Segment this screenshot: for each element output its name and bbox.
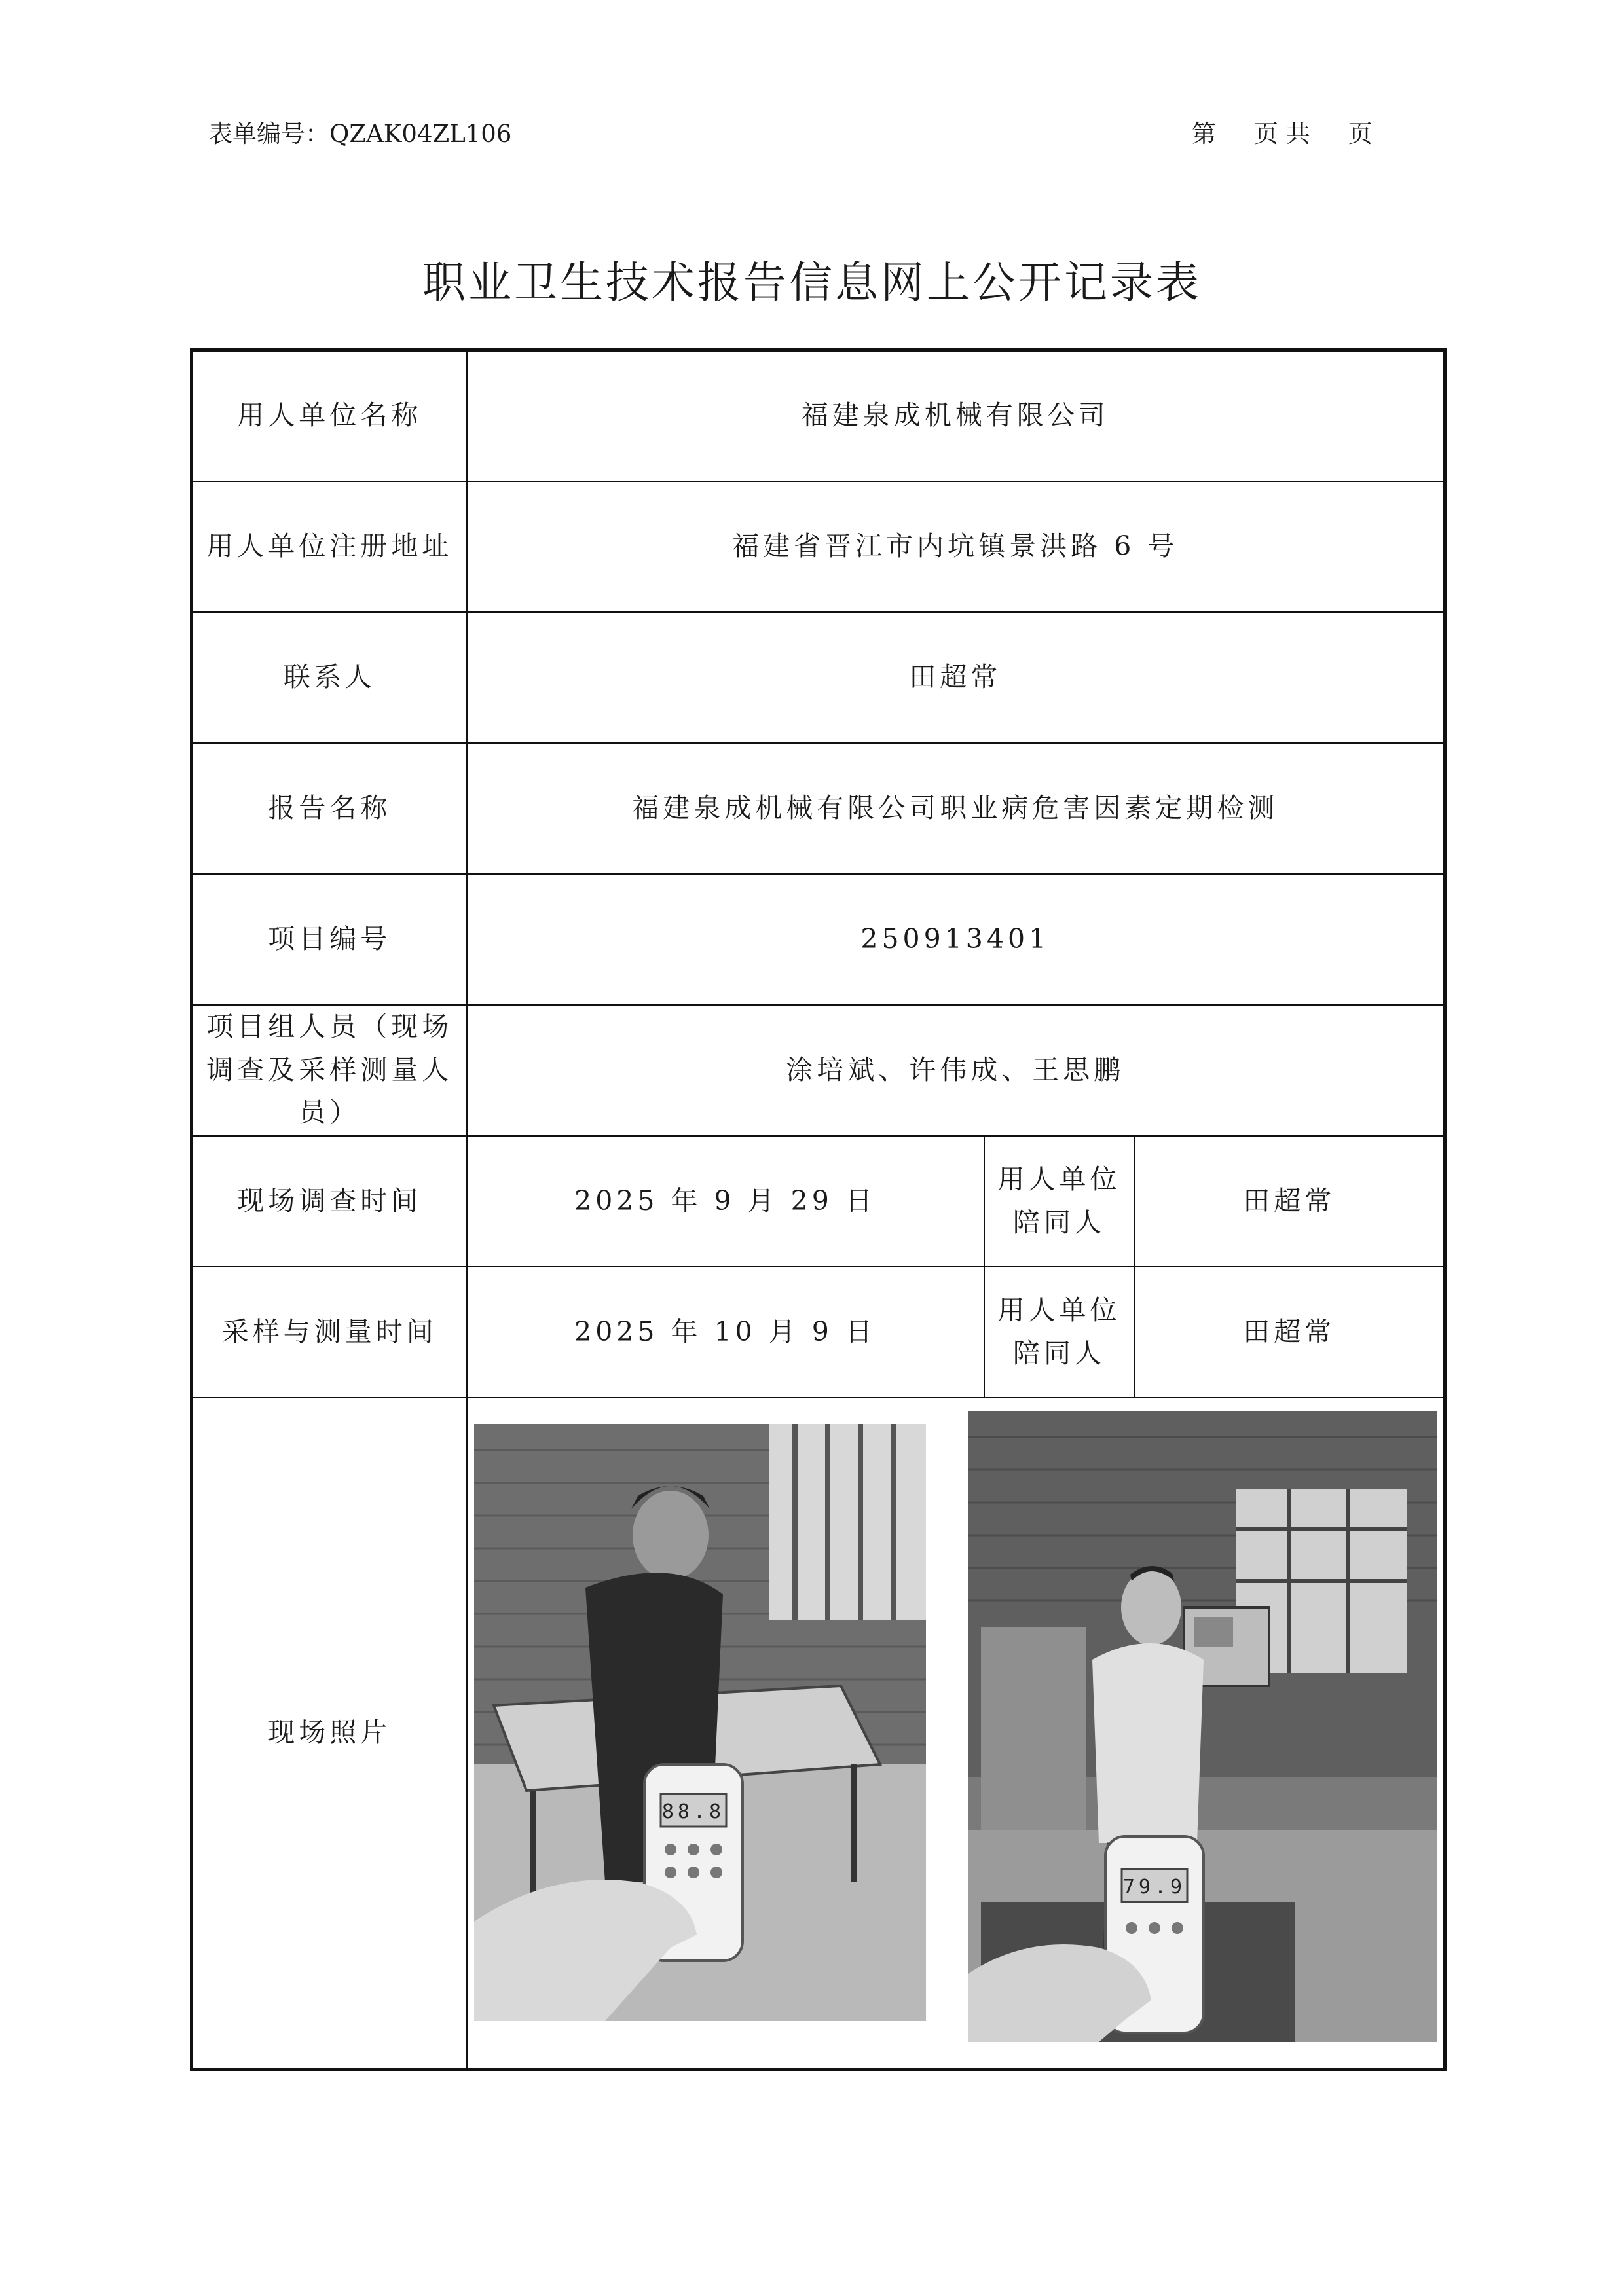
row-contact: [192, 612, 1445, 743]
row-photos: [192, 1398, 1445, 2069]
address-label: 用人单位注册地址: [192, 481, 467, 612]
page-word-3: 页: [1348, 120, 1373, 148]
form-number: 表单编号：QZAK04ZL106: [208, 120, 512, 148]
sampling-escort-value: 田超常: [1135, 1267, 1445, 1398]
contact-label: 联系人: [192, 612, 467, 743]
row-report-name: [192, 743, 1445, 874]
row-project-no: [192, 874, 1445, 1005]
row-address: [192, 481, 1445, 612]
meter-reading-1: 88.8: [661, 1800, 725, 1823]
sampling-escort-label: 用人单位陪同人: [984, 1267, 1135, 1398]
page-word-2: 页 共: [1254, 120, 1310, 148]
unit-name-label: 用人单位名称: [192, 350, 467, 481]
unit-name-value: 福建泉成机械有限公司: [467, 350, 1445, 481]
project-no-value: 250913401: [467, 874, 1445, 1005]
row-unit-name: [192, 350, 1445, 481]
row-sampling-time: [192, 1267, 1445, 1398]
photos-label: 现场照片: [192, 1398, 467, 2069]
row-team: [192, 1005, 1445, 1136]
page-title: 职业卫生技术报告信息网上公开记录表: [422, 257, 1202, 308]
survey-escort-label: 用人单位陪同人: [984, 1136, 1135, 1267]
photos-cell: [467, 1398, 1445, 2069]
survey-time-value: 2025 年 9 月 29 日: [467, 1136, 984, 1267]
page-indicator: [1192, 114, 1373, 149]
meter-reading-2: 79.9: [1122, 1875, 1187, 1899]
survey-escort-value: 田超常: [1135, 1136, 1445, 1267]
team-label: 项目组人员（现场调查及采样测量人员）: [192, 1005, 467, 1136]
project-no-label: 项目编号: [192, 874, 467, 1005]
address-value: 福建省晋江市内坑镇景洪路 6 号: [467, 481, 1445, 612]
sampling-time-label: 采样与测量时间: [192, 1267, 467, 1398]
team-value: 涂培斌、许伟成、王思鹏: [467, 1005, 1445, 1136]
site-photo-2: [968, 1411, 1437, 2042]
record-table: [190, 348, 1447, 2071]
page-word-1: 第: [1192, 120, 1216, 148]
site-photo-1: [474, 1424, 926, 2021]
contact-value: 田超常: [467, 612, 1445, 743]
report-name-value: 福建泉成机械有限公司职业病危害因素定期检测: [467, 743, 1445, 874]
survey-time-label: 现场调查时间: [192, 1136, 467, 1267]
report-name-label: 报告名称: [192, 743, 467, 874]
row-survey-time: [192, 1136, 1445, 1267]
photo-gallery: [468, 1424, 1444, 2042]
sampling-time-value: 2025 年 10 月 9 日: [467, 1267, 984, 1398]
